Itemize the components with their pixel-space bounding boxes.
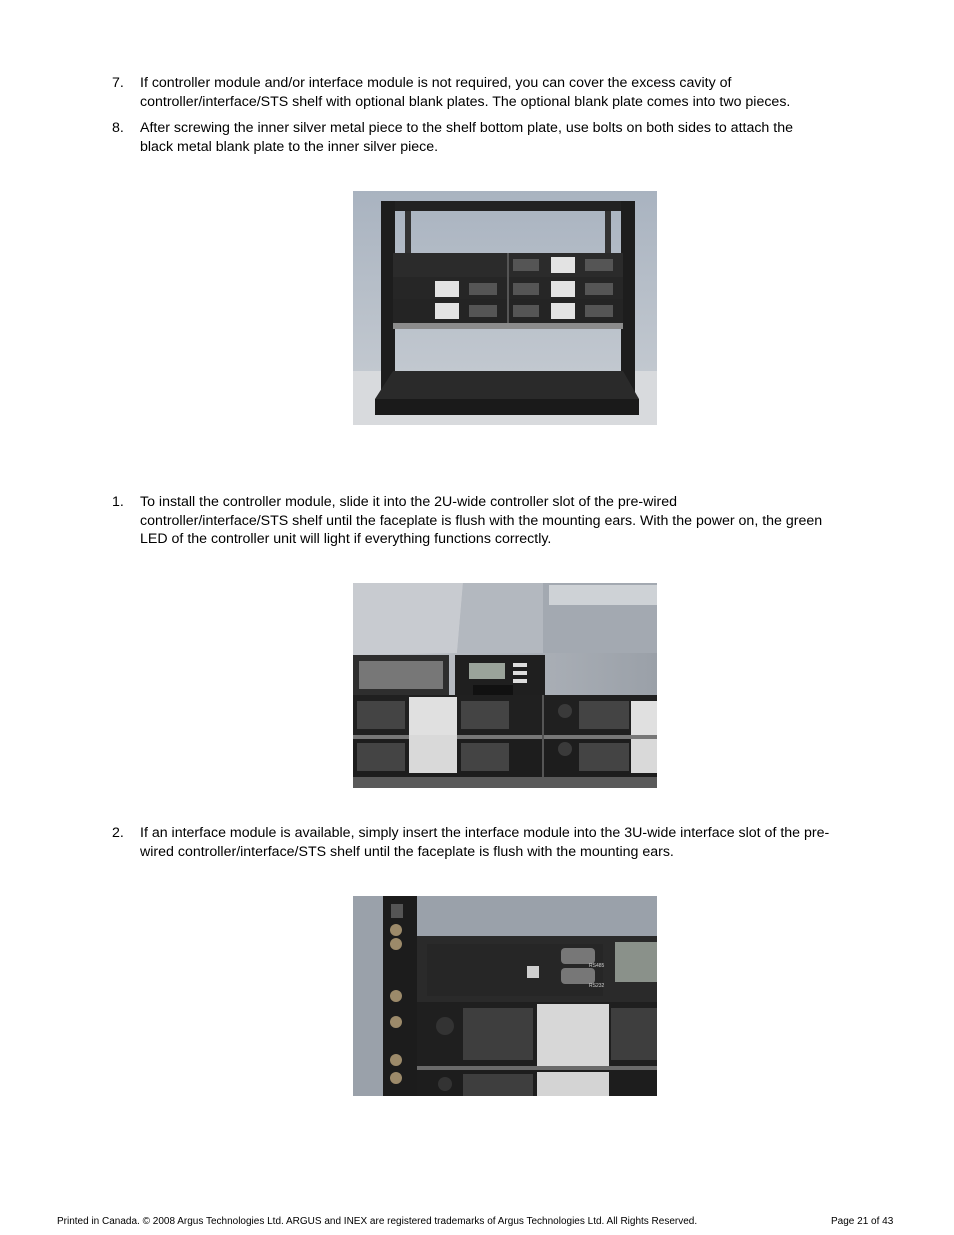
footer-page-number: Page 21 of 43 xyxy=(831,1216,894,1227)
port-label-rs485: RS485 xyxy=(589,963,605,969)
step-text-line: If an interface module is available, simply insert the interface module into the 3U-wide interface slot of the pre- xyxy=(140,825,830,841)
step-number: 7. xyxy=(112,75,124,91)
shelf-rack-illustration xyxy=(353,191,657,425)
step-text-line: To install the controller module, slide it into the 2U-wide controller slot of the pre-wired xyxy=(140,494,678,510)
step-text-line: wired controller/interface/STS shelf until the faceplate is flush with the mounting ears. xyxy=(140,843,674,860)
step-text-line: After screwing the inner silver metal piece to the shelf bottom plate, use bolts on both sides to attach the xyxy=(140,120,793,136)
photo-interface-module xyxy=(353,896,657,1096)
footer-copyright: Printed in Canada. © 2008 Argus Technologies Ltd. ARGUS and INEX are registered trademarks of Argus Technologies Ltd. All Rights Reserved. xyxy=(57,1216,698,1227)
step-text-line: If controller module and/or interface module is not required, you can cover the excess cavity of xyxy=(140,75,732,91)
step-text-line: black metal blank plate to the inner silver piece. xyxy=(140,138,439,155)
step-text-line: controller/interface/STS shelf with optional blank plates. The optional blank plate comes into two pieces. xyxy=(140,93,791,110)
interface-module-illustration xyxy=(353,896,657,1096)
port-label-rs232: RS232 xyxy=(589,983,605,989)
photo-controller-module xyxy=(353,583,657,788)
photo-shelf-with-blank-plates xyxy=(353,191,657,425)
step-text-line: controller/interface/STS shelf until the faceplate is flush with the mounting ears. With the power on, the green xyxy=(140,512,823,529)
step-number: 8. xyxy=(112,120,124,136)
step-number: 2. xyxy=(112,825,124,841)
step-number: 1. xyxy=(112,494,124,510)
step-text-line: LED of the controller unit will light if everything functions correctly. xyxy=(140,531,552,547)
controller-module-illustration xyxy=(353,583,657,788)
